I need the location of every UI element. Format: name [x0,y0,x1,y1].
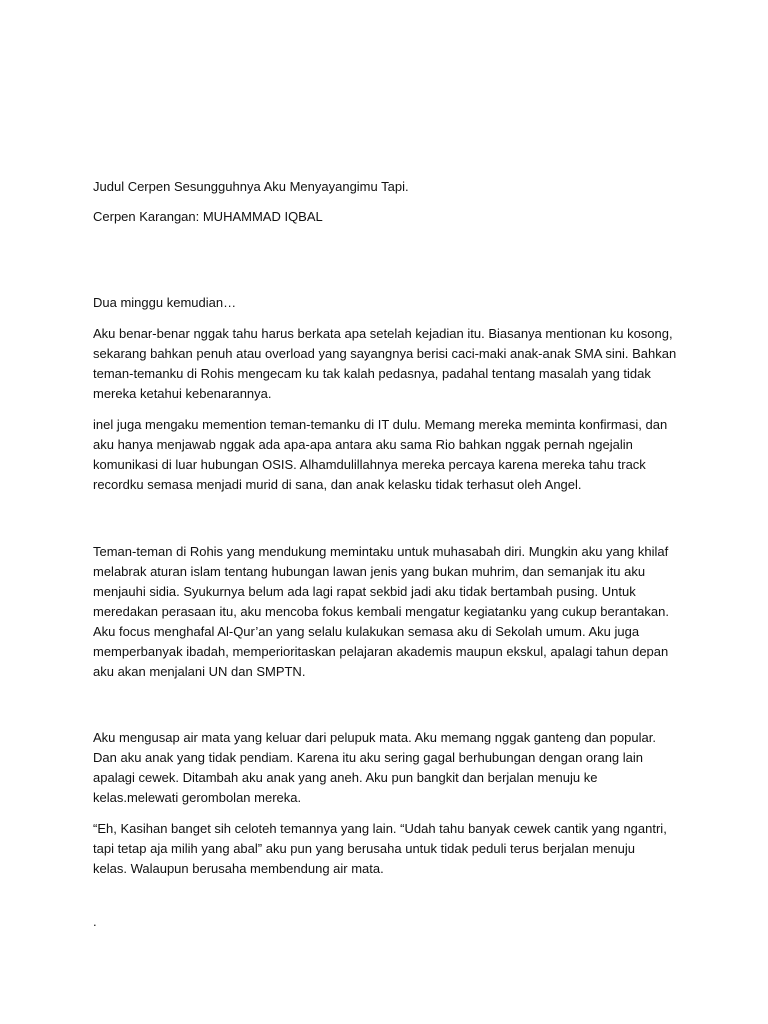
paragraph [93,324,677,404]
paragraph-line: memperbanyak ibadah, memperioritaskan pelajaran akademis maupun ekskul, apalagi tahun depan [93,644,669,659]
paragraph-line: melabrak aturan islam tentang hubungan lawan jenis yang bukan muhrim, dan semanjak itu aku [93,564,646,579]
section-heading: Dua minggu kemudian… [93,295,237,310]
paragraph-line: Aku focus menghafal Al-Qur’an yang selalu kulakukan semasa aku di Sekolah umum. Aku juga [93,624,640,639]
paragraph-line: komunikasi di luar hubungan OSIS. Alhamdulillahnya mereka percaya karena mereka tahu track [93,457,646,472]
paragraph-line: “Eh, Kasihan banget sih celoteh temannya yang lain. “Udah tahu banyak cewek cantik yang ngantri, [93,821,667,836]
paragraph-line: Aku benar-benar nggak tahu harus berkata apa setelah kejadian itu. Biasanya mentionan ku kosong, [93,326,673,341]
paragraph [93,819,677,879]
paragraph-line: apalagi cewek. Ditambah aku anak yang aneh. Aku pun bangkit dan berjalan menuju ke [93,770,598,785]
paragraph-line: Dan aku anak yang tidak pendiam. Karena itu aku sering gagal berhubungan dengan orang lain [93,750,644,765]
paragraph [93,728,677,808]
document-page [93,177,677,932]
paragraph-line: inel juga mengaku memention teman-temanku di IT dulu. Memang mereka meminta konfirmasi, dan [93,417,668,432]
paragraph-line: teman-temanku di Rohis mengecam ku tak kalah pedasnya, padahal tentang masalah yang tidak [93,366,651,381]
paragraph [93,542,677,682]
paragraph-line: sekarang bahkan penuh atau overload yang sayangnya berisi caci-maki anak-anak SMA sini. Bahkan [93,346,677,361]
paragraph-line: tapi tetap aja milih yang abal” aku pun yang berusaha untuk tidak peduli terus berjalan menuju [93,841,636,856]
story-title: Judul Cerpen Sesungguhnya Aku Menyayangimu Tapi. [93,179,409,194]
paragraph-line: aku akan menjalani UN dan SMPTN. [93,664,306,679]
paragraph-line: recordku semasa menjadi murid di sana, dan anak kelasku tidak terhasut oleh Angel. [93,477,582,492]
paragraph-line: aku hanya menjawab nggak ada apa-apa antara aku sama Rio bahkan nggak pernah ngejalin [93,437,633,452]
paragraph-line: Aku mengusap air mata yang keluar dari pelupuk mata. Aku memang nggak ganteng dan popular. [93,730,656,745]
paragraph-line: menjauhi sidia. Syukurnya belum ada lagi rapat sekbid jadi aku tidak bertambah pusing. Untuk [93,584,636,599]
paragraph-line: meredakan perasaan itu, aku mencoba fokus kembali mengatur kegiatanku yang cukup berantakan. [93,604,669,619]
paragraph-line: kelas. Walaupun berusaha membendung air mata. [93,861,384,876]
paragraph-line: kelas.melewati gerombolan mereka. [93,790,302,805]
paragraph [93,415,677,495]
paragraph-line: mereka ketahui kebenarannya. [93,386,272,401]
story-author: Cerpen Karangan: MUHAMMAD IQBAL [93,209,323,224]
paragraph-line: Teman-teman di Rohis yang mendukung memintaku untuk muhasabah diri. Mungkin aku yang khilaf [93,544,669,559]
trailing-mark: . [93,914,97,929]
